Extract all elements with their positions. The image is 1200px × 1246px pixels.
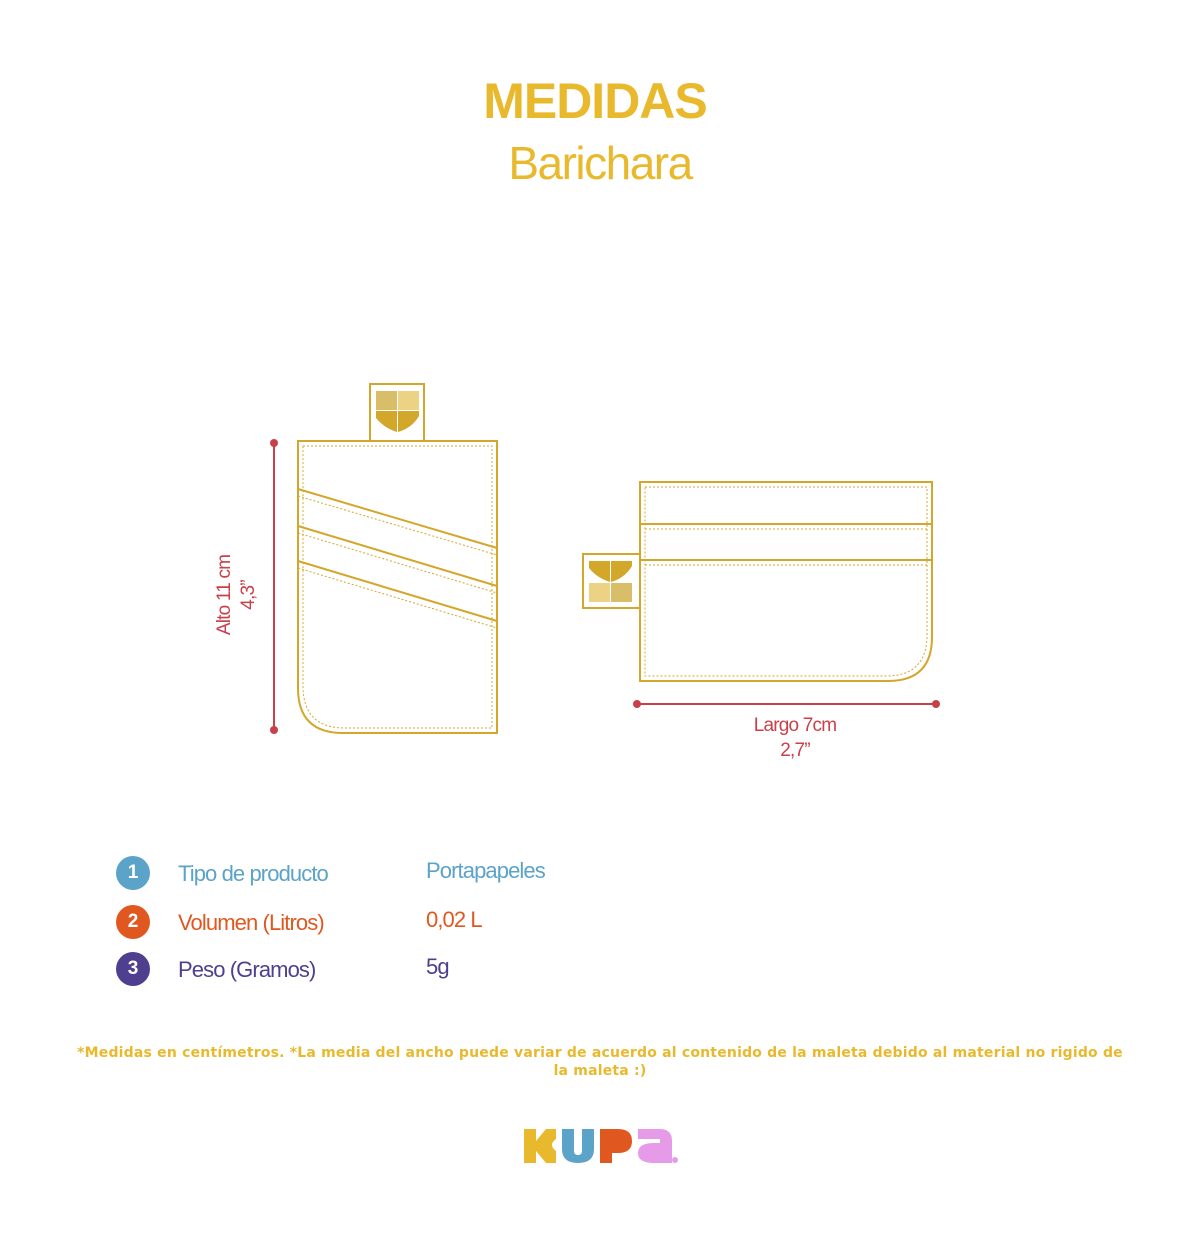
- spec-row-weight: [116, 952, 816, 986]
- spec-value: Portapapeles: [426, 858, 545, 883]
- width-dimension-line: [633, 700, 940, 708]
- brand-tab-icon: [583, 554, 640, 608]
- spec-row-volume: [116, 905, 816, 939]
- front-view-vertical: [214, 384, 497, 734]
- footnote: *Medidas en centímetros. *La media del ancho puede variar de acuerdo al contenido de la maleta debido al material no rigido de la maleta :): [77, 1045, 1123, 1079]
- spec-label: Volumen (Litros): [178, 910, 324, 935]
- page-title: MEDIDAS: [483, 73, 707, 129]
- spec-label: Peso (Gramos): [178, 957, 316, 982]
- kupa-logo: [520, 1127, 680, 1167]
- spec-number-badge: 2: [116, 905, 150, 939]
- brand-tab-icon: [370, 384, 424, 441]
- spec-value: 5g: [426, 954, 449, 979]
- spec-number-badge: 1: [116, 856, 150, 890]
- spec-row-product-type: [116, 856, 816, 890]
- product-name: Barichara: [508, 137, 692, 189]
- height-dimension-line: [270, 439, 278, 734]
- front-view-horizontal: [583, 482, 940, 761]
- spec-number-badge: 3: [116, 952, 150, 986]
- spec-value: 0,02 L: [426, 907, 482, 932]
- spec-label: Tipo de producto: [178, 861, 328, 886]
- height-label: Alto 11 cm: [214, 554, 235, 636]
- width-inches-label: 2,7”: [780, 740, 810, 761]
- width-label: Largo 7cm: [753, 715, 837, 736]
- height-inches-label: 4,3”: [238, 580, 259, 610]
